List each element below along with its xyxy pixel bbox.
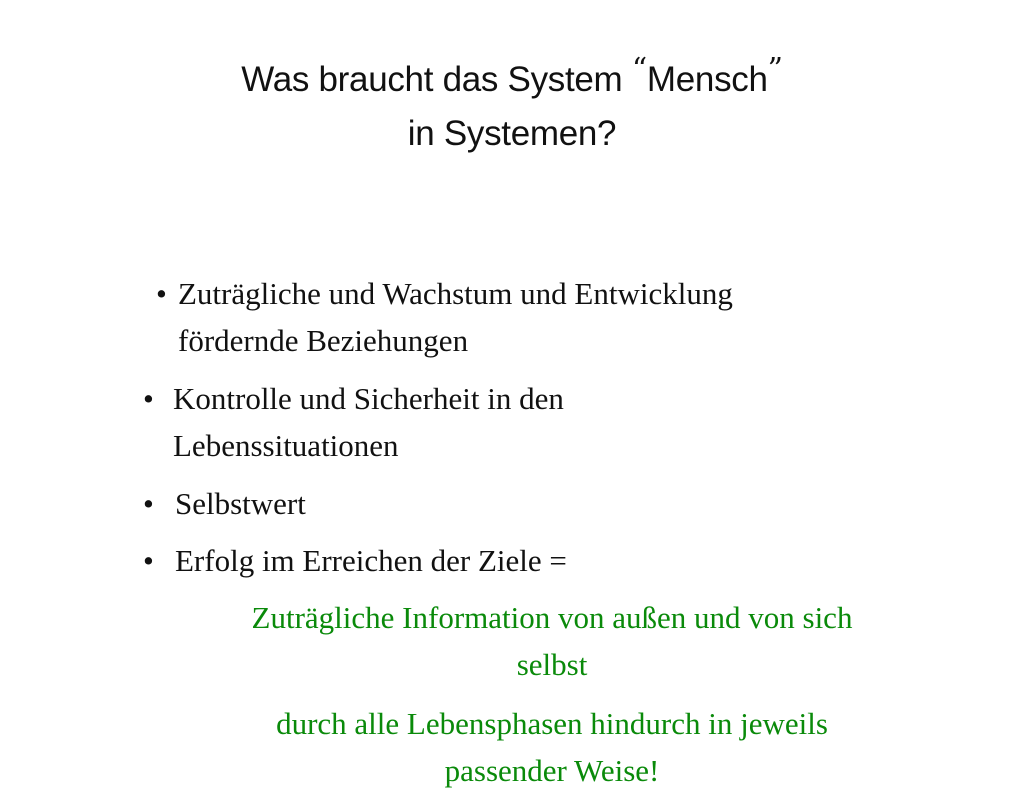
close-quote-mark: ”	[767, 52, 783, 87]
slide-title	[0, 54, 1024, 160]
bullet-dot-icon: •	[143, 543, 154, 578]
bullet-dot-icon: •	[143, 486, 154, 521]
bullet-line: Lebenssituationen	[173, 428, 399, 463]
bullet-text	[143, 375, 903, 469]
title-word-mensch: Mensch	[646, 60, 768, 99]
bullet-item-control	[143, 375, 903, 469]
bullet-item-self-worth	[143, 480, 903, 527]
bullet-text	[156, 270, 916, 364]
conclusion-text-part-1	[80, 594, 1024, 688]
bullet-line: fördernde Beziehungen	[178, 323, 469, 358]
bullet-text	[143, 480, 903, 527]
bullet-item-success	[143, 537, 903, 584]
title-line-1	[0, 54, 1024, 108]
bullet-dot-icon: •	[143, 381, 154, 416]
title-text: Was braucht das System	[241, 60, 632, 99]
bullet-text	[143, 537, 903, 584]
conclusion-line: selbst	[516, 647, 588, 682]
bullet-dot-icon: •	[156, 276, 167, 311]
bullet-line: Erfolg im Erreichen der Ziele =	[175, 543, 567, 578]
bullet-line: Zuträgliche und Wachstum und Entwicklung	[178, 276, 733, 311]
bullet-line: Selbstwert	[175, 486, 306, 521]
conclusion-text-part-2	[80, 700, 1024, 794]
open-quote-mark: “	[631, 52, 647, 87]
title-line-2: in Systemen?	[407, 114, 617, 153]
bullet-line: Kontrolle und Sicherheit in den	[173, 381, 564, 416]
bullet-item-relationships	[156, 270, 916, 364]
conclusion-line: passender Weise!	[444, 753, 660, 788]
conclusion-line: durch alle Lebensphasen hindurch in jeweils	[276, 706, 828, 741]
conclusion-line: Zuträgliche Information von außen und von sich	[251, 600, 853, 635]
